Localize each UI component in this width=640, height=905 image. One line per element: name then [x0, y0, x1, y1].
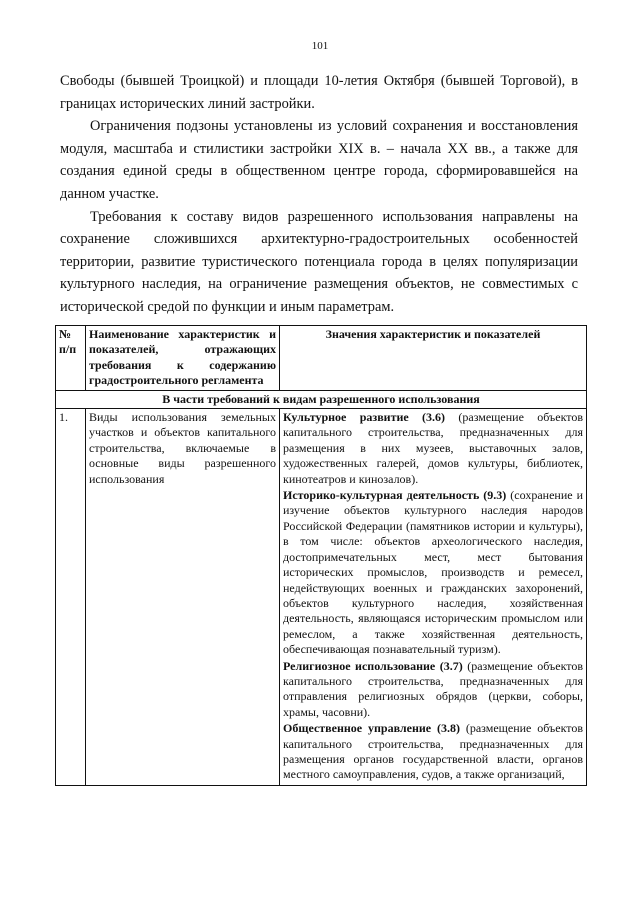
requirements-table [55, 325, 587, 786]
paragraph-requirements: Требования к составу видов разрешенного использования направлены на сохранение сложившихся архитектурно-градостроительных особенностей территории, развитие туристического потенциала города в целях популяризации культурного наследия, на ограничение размещения объектов, не совместимых с исторической средой по функции и иным параметрам. [60, 208, 578, 315]
entry-culture: Культурное развитие (3.6) (размещение объектов капитального строительства, предназначенных для размещения в них музеев, выставочных залов, художественных галерей, домов культуры, библиотек, кинотеатров и кинозалов). [283, 410, 583, 486]
header-name: Наименование характеристик и показателей, отражающих требования к содержанию градостроительного регламента [86, 326, 280, 391]
row-values [280, 409, 587, 786]
header-num: № п/п [56, 326, 86, 391]
row-name: Виды использования земельных участков и объектов капитального строительства, включаемые в основные виды разрешенного использования [86, 409, 280, 786]
page-number: 101 [311, 40, 329, 52]
paragraph-restrictions: Ограничения подзоны установлены из условий сохранения и восстановления модуля, масштаба и стилистики застройки XIX в. – начала XX вв., а также для создания единой среды в общественном центре города, сформировавшейся на данном участке. [60, 118, 578, 202]
entry-religious: Религиозное использование (3.7) (размещение объектов капитального строительства, предназначенных для отправления религиозных обрядов (церкви, соборы, храмы, часовни). [283, 658, 583, 719]
entry-historical: Историко-культурная деятельность (9.3) (сохранение и изучение объектов культурного наследия народов Российской Федерации (памятников истории и культуры), в том числе: объектов археологического наследия, достопримечательных мест, мест бытования исторических промыслов, производств и ремесел, недействующих военных и гражданских захоронений, объектов культурного наследия, хозяйственная деятельность, являющаяся историческим промыслом или ремеслом, а также хозяйственная деятельность, обеспечивающая познавательный туризм). [283, 488, 583, 657]
row-num: 1. [56, 409, 86, 786]
entry-public-admin: Общественное управление (3.8) (размещение объектов капитального строительства, предназначенных для размещения органов государственной власти, органов местного самоуправления, судов, а также организаций, [283, 721, 584, 782]
intro-text [60, 70, 578, 319]
section-row [56, 390, 587, 408]
header-values: Значения характеристик и показателей [280, 326, 587, 391]
table-row [56, 409, 587, 786]
section-title: В части требований к видам разрешенного использования [56, 390, 587, 408]
table-header-row [56, 326, 587, 391]
paragraph-continuation: Свободы (бывшей Троицкой) и площади 10-летия Октября (бывшей Торговой), в границах исторических линий застройки. [60, 73, 578, 112]
